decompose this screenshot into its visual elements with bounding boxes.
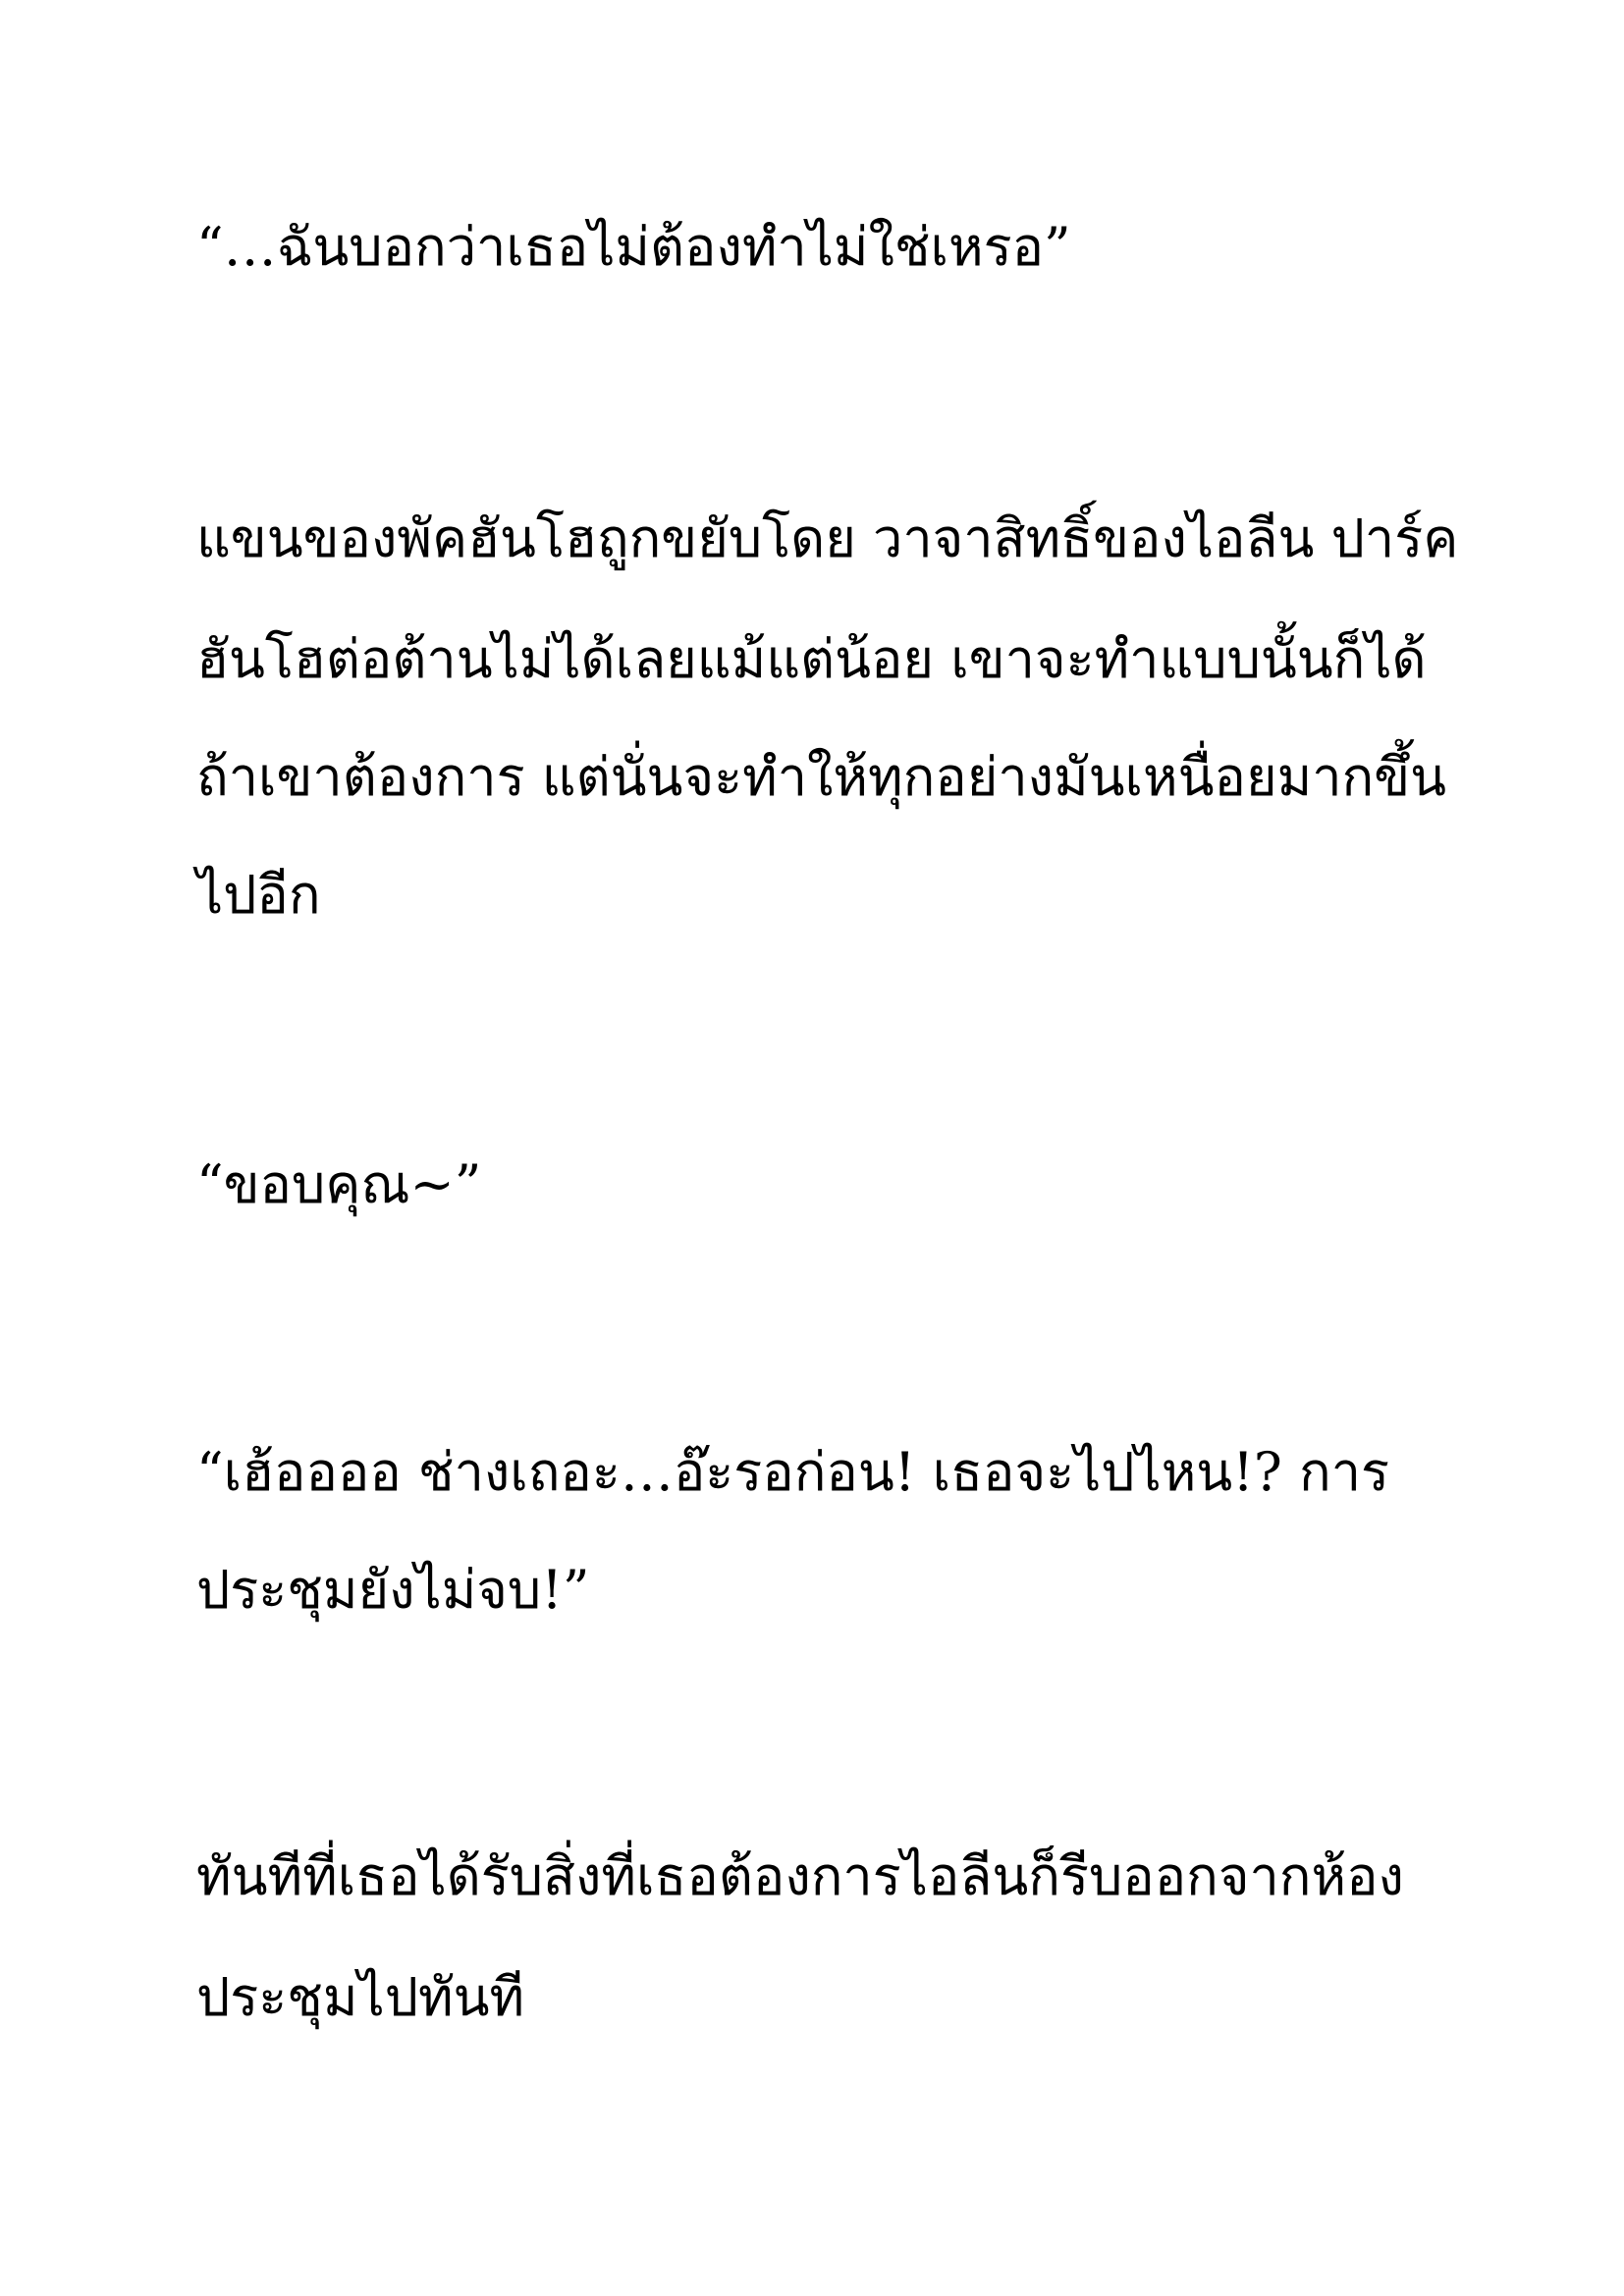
narration-line: ถ้าเขาต้องการ แต่นั่นจะทำให้ทุกอย่างมันเหนื่อยมากขึ้น <box>196 746 1447 808</box>
dialogue-line: “…ฉันบอกว่าเธอไม่ต้องทำไม่ใช่เหรอ” <box>196 216 1071 278</box>
narration-line: ไปอีก <box>196 864 321 926</box>
dialogue-line: “ขอบคุณ~” <box>196 1153 482 1215</box>
dialogue-line: ประชุมยังไม่จบ!” <box>196 1559 590 1621</box>
narration-line: แขนของพัคฮันโฮถูกขยับโดย วาจาสิทธิ์ของไอลีน ปาร์ค <box>196 507 1459 569</box>
dialogue-line: “เฮ้ออออ ช่างเถอะ…อ๊ะรอก่อน! เธอจะไปไหน!? การ <box>196 1441 1390 1503</box>
narration-line: ทันทีที่เธอได้รับสิ่งที่เธอต้องการไอลีนก็รีบออกจากห้อง <box>196 1845 1404 1907</box>
narration-line: ประชุมไปทันที <box>196 1966 525 2028</box>
narration-line: ฮันโฮต่อต้านไม่ได้เลยแม้แต่น้อย เขาจะทำแบบนั้นก็ได้ <box>196 628 1427 690</box>
